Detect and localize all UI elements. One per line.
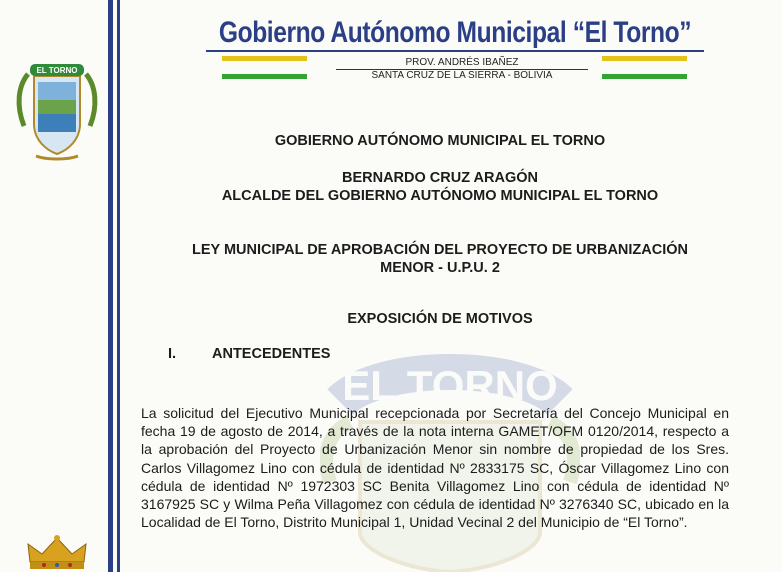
address-line-city: SANTA CRUZ DE LA SIERRA - BOLIVIA — [371, 70, 553, 81]
institution-heading: GOBIERNO AUTÓNOMO MUNICIPAL EL TORNO — [274, 133, 606, 149]
letterhead-underline — [206, 50, 704, 52]
seal-label: EL TORNO — [36, 66, 78, 75]
crown-icon — [24, 534, 90, 572]
section-number: I. — [168, 346, 177, 362]
law-title-line1: LEY MUNICIPAL DE APROBACIÓN DEL PROYECTO DE URBANIZACIÓN — [192, 242, 688, 258]
section-heading: EXPOSICIÓN DE MOTIVOS — [347, 311, 533, 327]
color-stripe — [602, 74, 687, 79]
background-paragraph: La solicitud del Ejecutivo Municipal recepcionada por Secretaría del Concejo Municipal en fecha 19 de agosto de 2014, a través de la nota interna GAMET/OFM 0120/2014, respecto a la aprobación del Proyecto de Urbanización Menor sin nombre de propiedad de los Sres. Carlos Villagomez Lino con cédula de identidad Nº 2833175 SC, Óscar Villagomez Lino con cédula de identidad Nº 1972303 SC Benita Villagomez Lino con cédula de identidad Nº 3167925 SC y Wilma Peña Villagomez con cédula de identidad Nº 3276340 SC, ubicado en la Localidad de El Torno, Distrito Municipal 1, Unidad Vecinal 2 del Municipio de “El Torno”. — [141, 405, 729, 531]
signer-title: ALCALDE DEL GOBIERNO AUTÓNOMO MUNICIPAL EL TORNO — [221, 188, 659, 204]
margin-bar — [108, 0, 113, 572]
section-title: ANTECEDENTES — [212, 346, 331, 362]
margin-bar-thin — [117, 0, 120, 572]
color-stripe — [222, 56, 307, 61]
watermark-label: EL TORNO — [342, 362, 558, 409]
municipal-seal-icon — [14, 56, 100, 164]
letterhead-title: Gobierno Autónomo Municipal “El Torno” — [218, 16, 692, 49]
signer-name: BERNARDO CRUZ ARAGÓN — [341, 170, 538, 186]
color-stripe — [602, 56, 687, 61]
address-line-province: PROV. ANDRÉS IBAÑEZ — [405, 57, 519, 68]
letterhead-address — [336, 56, 588, 82]
address-divider — [336, 69, 588, 70]
law-title-line2: MENOR - U.P.U. 2 — [380, 260, 500, 276]
color-stripe — [222, 74, 307, 79]
